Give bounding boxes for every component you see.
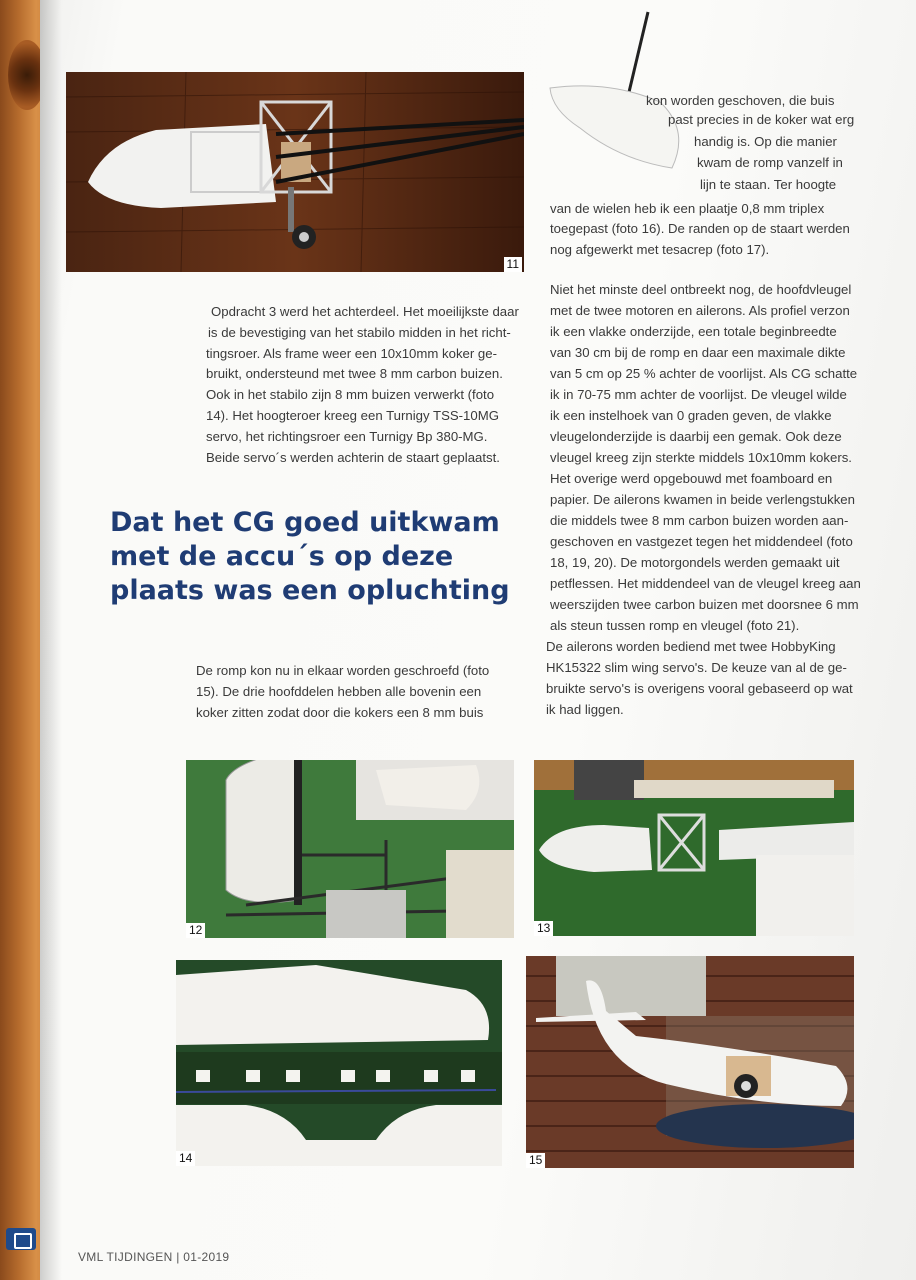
text-line: met de twee motoren en ailerons. Als profiel verzon [550,303,850,318]
photo-number: 13 [534,921,553,936]
text-line: Het overige werd opgebouwd met foamboard en [550,471,833,486]
photo-11-fuselage-frame [66,72,524,272]
text-line: 15). De drie hoofddelen hebben alle bovenin een [196,684,482,699]
page-number-glyph [14,1233,32,1249]
text-line: geschoven en vastgezet tegen het middendeel (foto [550,534,853,549]
text-line: ik een instelhoek van 0 graden geven, de vlakke [550,408,832,423]
text-line: HK15322 slim wing servo's. De keuze van al de ge- [546,660,847,675]
text-line: De romp kon nu in elkaar worden geschroefd (foto [196,663,490,678]
text-line: 18, 19, 20). De motorgondels werden gemaakt uit [550,555,840,570]
text-line: bruikt, ondersteund met twee 8 mm carbon buizen. [206,366,503,381]
text-line: van de wielen heb ik een plaatje 0,8 mm triplex [550,201,825,216]
page-shadow [40,0,62,1280]
text-line: lijn te staan. Ter hoogte [700,177,837,192]
text-line: past precies in de koker wat erg [668,112,855,127]
text-line: kon worden geschoven, die buis [646,93,835,108]
text-line: nog afgewerkt met tesacrep (foto 17). [550,242,770,257]
text-line: is de bevestiging van het stabilo midden in het richt- [208,325,511,340]
text-line: die middels twee 8 mm carbon buizen worden aan- [550,513,849,528]
text-line: 14). Het hoogteroer kreeg een Turnigy TSS-10MG [206,408,499,423]
photo-13-fuselage-parts [534,760,854,936]
text-line: vleugelonderzijde is daarbij een gemak. Ook deze [550,429,842,444]
photo-number: 11 [504,257,522,272]
heading-line: Dat het CG goed uitkwam [110,507,500,538]
text-line: papier. De ailerons kwamen in beide verlengstukken [550,492,855,507]
heading-line: plaats was een opluchting [110,575,510,606]
text-line: bruikte servo's is overigens vooral gebaseerd op wat [546,681,853,696]
photo-12-rudder-frame [186,760,514,938]
text-line: Ook in het stabilo zijn 8 mm buizen verwerkt (foto [206,387,495,402]
text-line: kwam de romp vanzelf in [697,155,843,170]
photo-number: 12 [186,923,205,938]
photo-15-assembled-fuselage [526,956,854,1168]
text-line: Niet het minste deel ontbreekt nog, de hoofdvleugel [550,282,852,297]
text-line: servo, het richtingsroer een Turnigy Bp 380-MG. [206,429,488,444]
text-line: koker zitten zodat door die kokers een 8 mm buis [196,705,484,720]
photo-number: 15 [526,1153,545,1168]
text-line: vleugel kreeg zijn sterkte middels 10x10mm kokers. [550,450,852,465]
magazine-footer: VML TIJDINGEN | 01-2019 [78,1250,230,1264]
text-line: petflessen. Het middendeel van de vleugel kreeg aan [550,576,861,591]
text-line: van 30 cm bij de romp en daar een maximale dikte [550,345,846,360]
photo-number: 14 [176,1151,195,1166]
text-line: als steun tussen romp en vleugel (foto 21). [550,618,800,633]
photo-14-stabilizer-parts [176,960,502,1166]
text-line: ik in 70-75 mm achter de voorlijst. De vleugel wilde [550,387,847,402]
text-line: ik een vlakke onderzijde, een totale beginbreedte [550,324,837,339]
pull-quote-heading [110,506,530,608]
text-line: Opdracht 3 werd het achterdeel. Het moeilijkste daar [211,304,519,319]
text-line: handig is. Op die manier [694,134,837,149]
heading-line: met de accu´s op deze [110,541,454,572]
text-line: tingsroer. Als frame weer een 10x10mm koker ge- [206,346,497,361]
text-line: weerszijden twee carbon buizen met doorsnee 6 mm [550,597,859,612]
text-line: Beide servo´s werden achterin de staart geplaatst. [206,450,500,465]
text-line: ik had liggen. [546,702,624,717]
text-line: De ailerons worden bediend met twee HobbyKing [546,639,836,654]
text-line: van 5 cm op 25 % achter de voorlijst. Als CG schatte [550,366,858,381]
text-line: toegepast (foto 16). De randen op de staart werden [550,221,850,236]
